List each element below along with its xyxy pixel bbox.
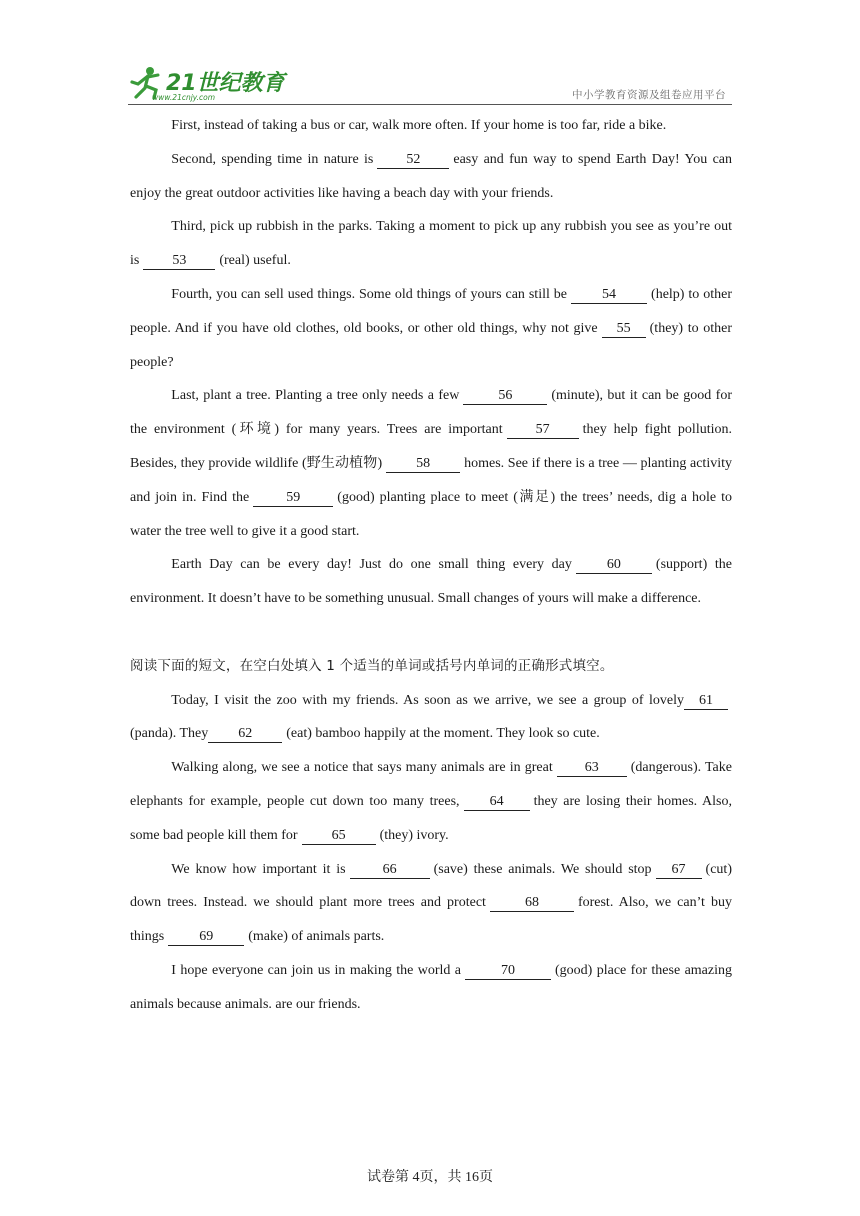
answer-blank-62[interactable]: 62: [208, 726, 282, 743]
answer-blank-53[interactable]: 53: [143, 253, 215, 270]
answer-blank-63[interactable]: 63: [557, 760, 627, 777]
paragraph: Walking along, we see a notice that says many animals are in great 63 (dangerous). Take elephants for example, people cut down too many trees, 64 they are losing their homes. Also, some bad people kill them for 65 (they) ivory.: [130, 760, 732, 843]
paragraph: Last, plant a tree. Planting a tree only needs a few 56 (minute), but it can be good for the environment (环境) for many years. Trees are important 57 they help fight pollution. Besides, they provide wildlife (野生动植物) 58 homes. See if there is a tree — planting activity and join in. Find the 59 (good) planting place to meet (满足) the trees’ needs, dig a hole to water the tree well to give it a good start.: [130, 388, 732, 539]
runner-logo-icon: [128, 64, 288, 102]
answer-blank-67[interactable]: 67: [656, 862, 702, 879]
paragraph: Second, spending time in nature is 52 easy and fun way to spend Earth Day! You can enjoy the great outdoor activities like having a beach day with your friends.: [130, 151, 732, 201]
page-footer: 试卷第 4页，共 16页: [367, 1170, 493, 1185]
svg-text:21世纪教育: 21世纪教育: [166, 71, 285, 96]
paragraph: Today, I visit the zoo with my friends. As soon as we arrive, we see a group of lovely 61(panda). They 62 (eat) bamboo happily at the moment. They look so cute.: [130, 684, 732, 752]
page-header: [128, 64, 732, 105]
paragraph: We know how important it is 66 (save) these animals. We should stop 67 (cut) down trees. Instead. we should plant more trees and protect 68 forest. Also, we can’t buy things 69 (make) of animals parts.: [130, 861, 732, 945]
answer-blank-66[interactable]: 66: [350, 862, 430, 879]
answer-blank-59[interactable]: 59: [253, 490, 333, 507]
svg-text:www.21cnjy.com: www.21cnjy.com: [152, 93, 216, 102]
paragraph: Fourth, you can sell used things. Some old things of yours can still be 54 (help) to other people. And if you have old clothes, old books, or other old things, why not give 55 (they) to other people?: [130, 286, 732, 370]
spacer: [130, 616, 732, 650]
paragraph: Third, pick up rubbish in the parks. Taking a moment to pick up any rubbish you see as you’re out is 53 (real) useful.: [130, 219, 732, 269]
paragraph: First, instead of taking a bus or car, walk more often. If your home is too far, ride a bike.: [171, 118, 667, 133]
section-instruction: 阅读下面的短文，在空白处填入 1 个适当的单词或括号内单词的正确形式填空。: [130, 657, 614, 674]
answer-blank-64[interactable]: 64: [464, 794, 530, 811]
paragraph: I hope everyone can join us in making the world a 70 (good) place for these amazing animals because animals. are our friends.: [130, 962, 732, 1012]
answer-blank-65[interactable]: 65: [302, 828, 376, 845]
answer-blank-56[interactable]: 56: [463, 388, 547, 405]
answer-blank-61[interactable]: 61: [684, 693, 728, 710]
answer-blank-57[interactable]: 57: [507, 422, 579, 439]
answer-blank-70[interactable]: 70: [465, 963, 551, 980]
paragraph: Earth Day can be every day! Just do one small thing every day 60 (support) the environment. It doesn’t have to be something unusual. Small changes of yours will make a difference.: [130, 557, 732, 607]
logo: [128, 64, 288, 102]
answer-blank-55[interactable]: 55: [602, 321, 646, 338]
answer-blank-60[interactable]: 60: [576, 557, 652, 574]
answer-blank-52[interactable]: 52: [377, 152, 449, 169]
answer-blank-69[interactable]: 69: [168, 929, 244, 946]
answer-blank-54[interactable]: 54: [571, 287, 647, 304]
platform-name: 中小学教育资源及组卷应用平台: [572, 89, 726, 101]
answer-blank-68[interactable]: 68: [490, 895, 574, 912]
document-body: [130, 109, 732, 1022]
answer-blank-58[interactable]: 58: [386, 456, 460, 473]
